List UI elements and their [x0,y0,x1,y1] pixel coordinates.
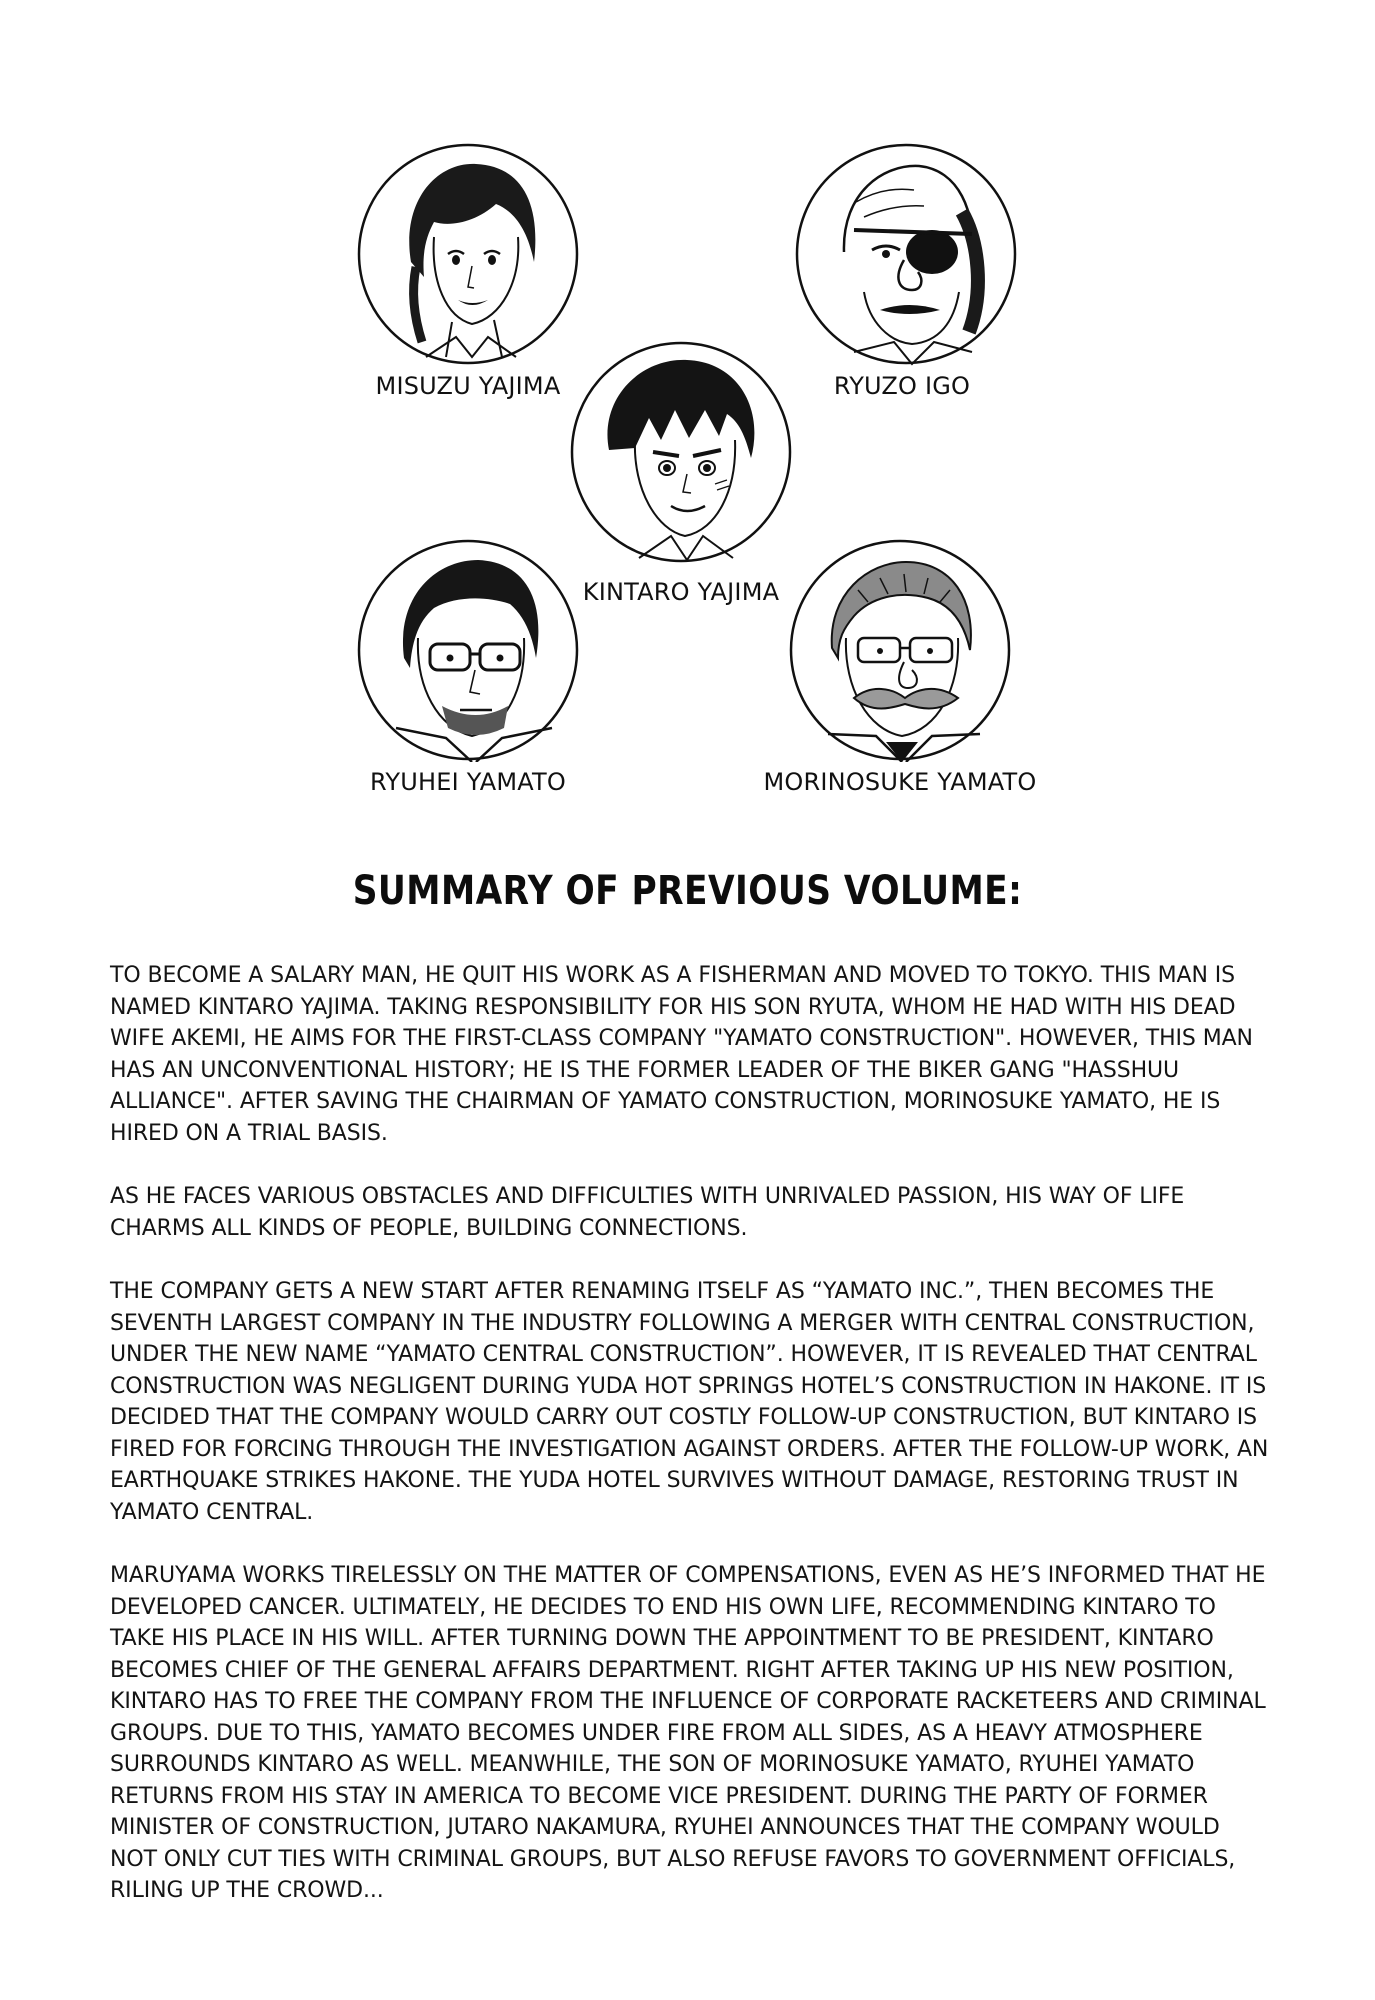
portrait-young-man-icon [569,340,793,564]
summary-paragraph: AS HE FACES VARIOUS OBSTACLES AND DIFFICULTIES WITH UNRIVALED PASSION, HIS WAY OF LIFE CHARMS ALL KINDS OF PEOPLE, BUILDING CONNECTIONS. [110,1184,1185,1241]
portrait-glasses-man-icon [356,538,580,762]
character-name: MORINOSUKE YAMATO [763,768,1037,796]
portrait-old-man-icon [788,538,1012,762]
summary-paragraph: TO BECOME A SALARY MAN, HE QUIT HIS WORK AS A FISHERMAN AND MOVED TO TOKYO. THIS MAN IS NAMED KINTARO YAJIMA. TAKING RESPONSIBILITY FOR HIS SON RYUTA, WHOM HE HAD WITH HIS DEAD WIFE AKEMI, HE AIMS FOR THE FIRST-CLASS COMPANY "YAMATO CONSTRUCTION". HOWEVER, THIS MAN HAS AN UNCONVENTIONAL HISTORY; HE IS THE FORMER LEADER OF THE BIKER GANG "HASSHUU ALLIANCE". AFTER SAVING THE CHAIRMAN OF YAMATO CONSTRUCTION, MORINOSUKE YAMATO, HE IS HIRED ON A TRIAL BASIS. [110,963,1253,1146]
character-name: KINTARO YAJIMA [582,578,780,606]
character-name: RYUZO IGO [833,372,971,400]
portrait-woman-icon [356,142,580,366]
summary-text [110,960,1270,1939]
character-name: MISUZU YAJIMA [375,372,561,400]
summary-title: SUMMARY OF PREVIOUS VOLUME: [352,868,1023,914]
summary-paragraph: THE COMPANY GETS A NEW START AFTER RENAMING ITSELF AS “YAMATO INC.”, THEN BECOMES THE SEVENTH LARGEST COMPANY IN THE INDUSTRY FOLLOWING A MERGER WITH CENTRAL CONSTRUCTION, UNDER THE NEW NAME “YAMATO CENTRAL CONSTRUCTION”. HOWEVER, IT IS REVEALED THAT CENTRAL CONSTRUCTION WAS NEGLIGENT DURING YUDA HOT SPRINGS HOTEL’S CONSTRUCTION IN HAKONE. IT IS DECIDED THAT THE COMPANY WOULD CARRY OUT COSTLY FOLLOW-UP CONSTRUCTION, BUT KINTARO IS FIRED FOR FORCING THROUGH THE INVESTIGATION AGAINST ORDERS. AFTER THE FOLLOW-UP WORK, AN EARTHQUAKE STRIKES HAKONE. THE YUDA HOTEL SURVIVES WITHOUT DAMAGE, RESTORING TRUST IN YAMATO CENTRAL. [110,1279,1269,1525]
portrait-eyepatch-man-icon [794,142,1018,366]
summary-paragraph: MARUYAMA WORKS TIRELESSLY ON THE MATTER OF COMPENSATIONS, EVEN AS HE’S INFORMED THAT HE DEVELOPED CANCER. ULTIMATELY, HE DECIDES TO END HIS OWN LIFE, RECOMMENDING KINTARO TO TAKE HIS PLACE IN HIS WILL. AFTER TURNING DOWN THE APPOINTMENT TO BE PRESIDENT, KINTARO BECOMES CHIEF OF THE GENERAL AFFAIRS DEPARTMENT. RIGHT AFTER TAKING UP HIS NEW POSITION, KINTARO HAS TO FREE THE COMPANY FROM THE INFLUENCE OF CORPORATE RACKETEERS AND CRIMINAL GROUPS. DUE TO THIS, YAMATO BECOMES UNDER FIRE FROM ALL SIDES, AS A HEAVY ATMOSPHERE SURROUNDS KINTARO AS WELL. MEANWHILE, THE SON OF MORINOSUKE YAMATO, RYUHEI YAMATO RETURNS FROM HIS STAY IN AMERICA TO BECOME VICE PRESIDENT. DURING THE PARTY OF FORMER MINISTER OF CONSTRUCTION, JUTARO NAKAMURA, RYUHEI ANNOUNCES THAT THE COMPANY WOULD NOT ONLY CUT TIES WITH CRIMINAL GROUPS, BUT ALSO REFUSE FAVORS TO GOVERNMENT OFFICIALS, RILING UP THE CROWD... [110,1563,1266,1903]
character-name: RYUHEI YAMATO [370,768,566,796]
